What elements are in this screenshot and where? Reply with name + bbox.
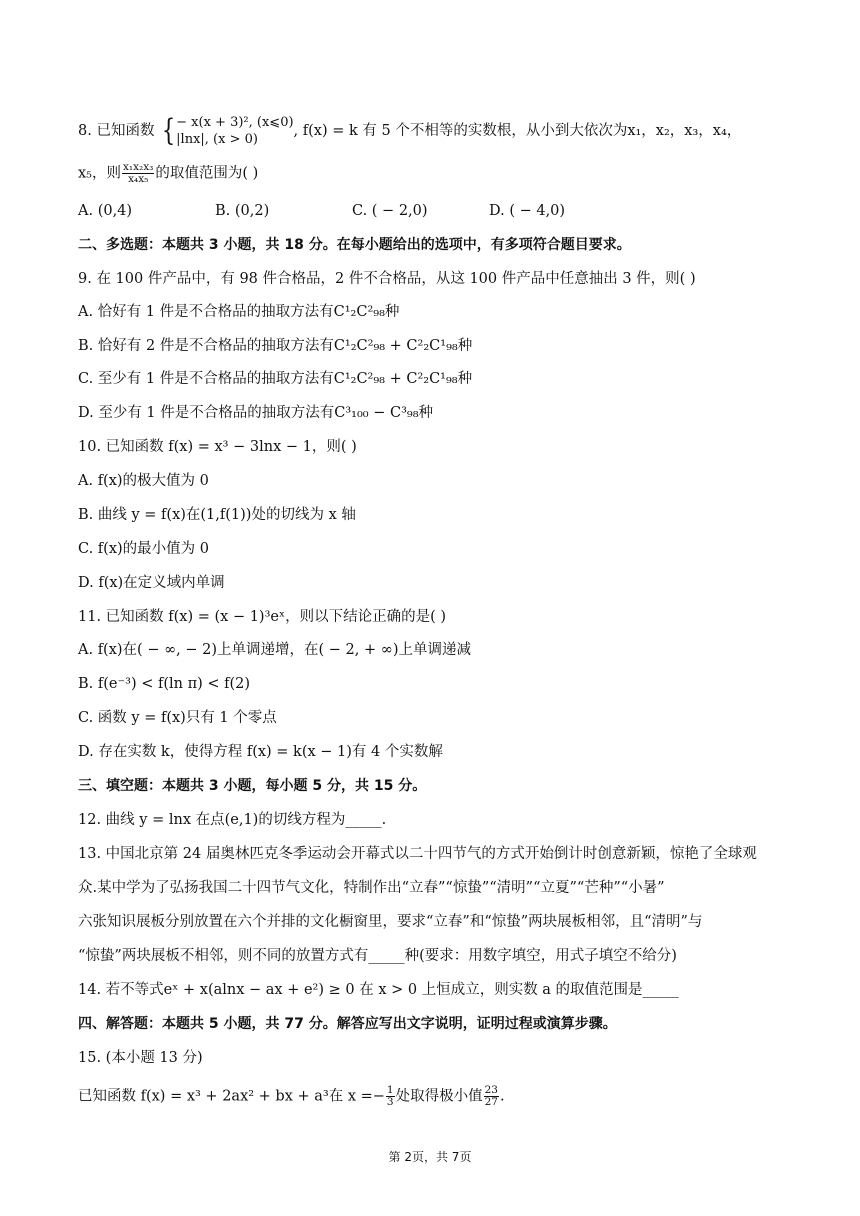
q8-option-d: D. ( − 4,0) [489,203,566,219]
page-footer: 第 2页，共 7页 [388,1150,472,1164]
q8-line2-prefix: x₅，则 [78,165,121,182]
q8-option-c: C. ( − 2,0) [352,203,428,219]
q8-fraction [122,162,154,185]
q12-text: 12. 曲线 y = lnx 在点(e,1)的切线方程为_____. [78,812,387,828]
q13-line4: “惊蛰”两块展板不相邻，则不同的放置方式有_____种(要求：用数字填空，用式子填空不给分) [78,948,677,964]
q10-option-a: A. f(x)的极大值为 0 [78,473,209,489]
q8-options [78,201,820,221]
q13-line2: 众.某中学为了弘扬我国二十四节气文化，特制作出“立春”“惊蛰”“清明”“立夏”“芒种”“小暑” [78,880,665,896]
q11-option-b: B. f(e⁻³) < f(ln π) < f(2) [78,676,251,692]
q9-option-d: D. 至少有 1 件是不合格品的抽取方法有C³₁₀₀ − C³₉₈种 [78,405,434,421]
q8-middle: , f(x) = k 有 5 个不相等的实数根，从小到大依次为x₁，x₂，x₃，x₄， [293,123,742,139]
q15-frac2-den: 27 [484,1096,498,1108]
q15-stem [78,1085,820,1108]
q14-text: 14. 若不等式eˣ + x(alnx − ax + e²) ≥ 0 在 x > 0 上恒成立，则实数 a 的取值范围是_____ [78,982,679,998]
q15-header: 15. (本小题 13 分) [78,1050,203,1066]
q11-option-c: C. 函数 y = f(x)只有 1 个零点 [78,710,277,726]
q8-line1 [78,114,820,148]
q15-frac1-den: 3 [386,1096,394,1108]
section-3-heading: 三、填空题：本题共 3 小题，每小题 5 分，共 15 分。 [78,778,427,794]
q15-fraction-2 [484,1085,499,1108]
q8-option-b: B. (0,2) [215,203,270,219]
q8-brace: { [161,113,176,148]
q15-stem-middle: 处取得极小值 [395,1088,483,1105]
q10-option-b: B. 曲线 y = f(x)在(1,f(1))处的切线为 x 轴 [78,507,356,523]
q10-option-d: D. f(x)在定义域内单调 [78,575,225,591]
q15-stem-suffix: . [499,1088,505,1105]
q10-stem: 10. 已知函数 f(x) = x³ − 3lnx − 1，则( ) [78,439,357,455]
q8-piecewise [176,114,293,148]
q8-case2: |lnx|, (x > 0) [176,132,258,147]
q9-stem: 9. 在 100 件产品中，有 98 件合格品，2 件不合格品，从这 100 件产品中任意抽出 3 件，则( ) [78,271,696,287]
q9-option-c: C. 至少有 1 件是不合格品的抽取方法有C¹₂C²₉₈ + C²₂C¹₉₈种 [78,371,473,387]
q8-prefix: 8. 已知函数 [78,123,160,139]
q9-option-a: A. 恰好有 1 件是不合格品的抽取方法有C¹₂C²₉₈种 [78,304,400,320]
q15-stem-prefix: 已知函数 f(x) = x³ + 2ax² + bx + a³在 x =− [78,1088,385,1105]
q9-option-b: B. 恰好有 2 件是不合格品的抽取方法有C¹₂C²₉₈ + C²₂C¹₉₈种 [78,338,473,354]
q13-line1: 13. 中国北京第 24 届奥林匹克冬季运动会开幕式以二十四节气的方式开始倒计时创意新颖，惊艳了全球观 [78,846,757,862]
q15-frac2-num: 23 [484,1084,498,1096]
q11-option-d: D. 存在实数 k，使得方程 f(x) = k(x − 1)有 4 个实数解 [78,744,443,760]
q8-option-a: A. (0,4) [78,203,133,219]
q8-line2-suffix: 的取值范围为( ) [155,165,259,182]
q15-frac1-num: 1 [386,1084,394,1096]
q10-option-c: C. f(x)的最小值为 0 [78,541,209,557]
q15-fraction-1 [386,1085,395,1108]
section-2-heading: 二、多选题：本题共 3 小题，共 18 分。在每小题给出的选项中，有多项符合题目要求。 [78,237,631,253]
section-4-heading: 四、解答题：本题共 5 小题，共 77 分。解答应写出文字说明，证明过程或演算步骤。 [78,1016,617,1032]
q11-stem: 11. 已知函数 f(x) = (x − 1)³eˣ，则以下结论正确的是( ) [78,609,447,625]
q8-frac-den: x₄x₅ [128,173,149,185]
q11-option-a: A. f(x)在( − ∞, − 2)上单调递增，在( − 2, + ∞)上单调递减 [78,642,471,658]
q8-frac-num: x₁x₂x₃ [123,161,154,173]
q8-case1: − x(x + 3)², (x⩽0) [176,115,294,130]
q8-line2 [78,162,820,185]
q13-line3: 六张知识展板分别放置在六个并排的文化橱窗里，要求“立春”和“惊蛰”两块展板相邻，且“清明”与 [78,914,703,930]
